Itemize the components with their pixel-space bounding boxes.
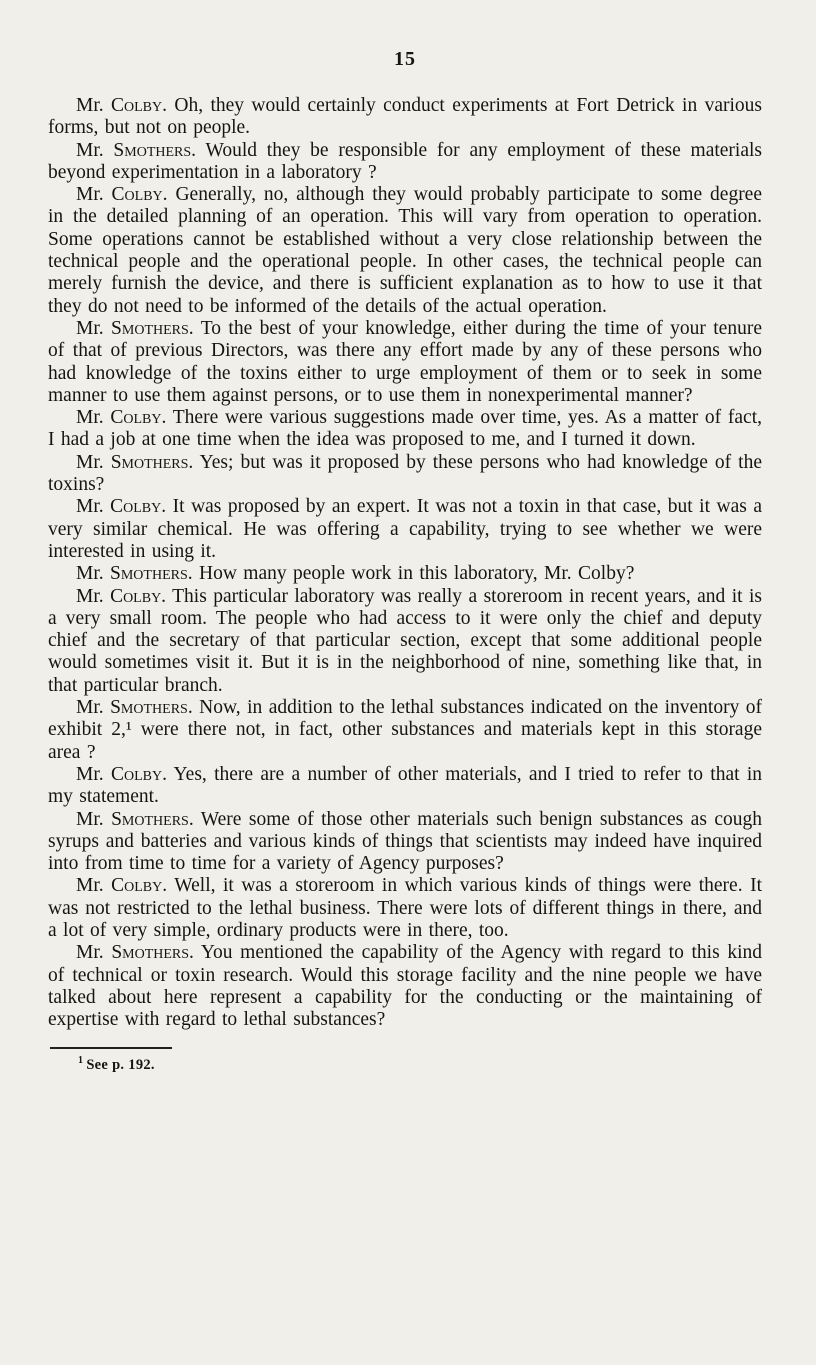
- footnote-marker: 1: [78, 1055, 84, 1067]
- transcript-paragraph: [48, 942, 762, 1031]
- speaker-name: Colby.: [111, 95, 168, 116]
- footnote-text: See p. 192.: [86, 1057, 155, 1074]
- speech-text: Yes, there are a number of other materials, and I tried to refer to that in my statement.: [48, 763, 763, 808]
- speaker-prefix: Mr.: [76, 763, 111, 785]
- speaker-name: Smothers.: [111, 317, 194, 339]
- speech-text: Were some of those other materials such benign substances as cough syrups and batteries and various kinds of things that scientists may indeed have inquired into from time to time for a variety of Agency purposes?: [48, 808, 762, 875]
- speaker-name: Smothers.: [110, 697, 193, 719]
- speaker-prefix: Mr.: [76, 95, 112, 116]
- speech-text: Yes; but was it proposed by these persons who had knowledge of the toxins?: [48, 451, 763, 496]
- transcript-paragraph: [48, 809, 762, 876]
- speaker-prefix: Mr.: [76, 407, 111, 429]
- speech-text: Now, in addition to the lethal substances indicated on the inventory of exhibit 2,¹ were there not, in fact, other substances and materials kept in this storage area ?: [48, 697, 762, 763]
- speech-text: To the best of your knowledge, either during the time of your tenure of that of previous Directors, was there any effort made by any of these persons who had knowledge of the toxins either to urge employment of them or to seek in some manner to use them against persons, or to use them in nonexperimental manner?: [48, 317, 762, 406]
- speaker-name: Smothers.: [110, 451, 194, 473]
- page-number: 15: [394, 48, 416, 70]
- transcript-paragraph: [48, 318, 762, 407]
- transcript-paragraph: [48, 140, 762, 185]
- footnote: [78, 1055, 762, 1074]
- speech-text: Would they be responsible for any employment of these materials beyond experimentation in a laboratory ?: [48, 139, 762, 183]
- speaker-prefix: Mr.: [76, 317, 112, 339]
- speaker-name: Colby.: [111, 184, 168, 206]
- transcript-paragraph: [48, 452, 762, 497]
- speaker-name: Colby.: [110, 496, 167, 518]
- speech-text: This particular laboratory was really a storeroom in recent years, and it is a very small room. The people who had access to it were only the chief and deputy chief and the secretary of that particular section, except that some additional people would sometimes visit it. But it is in the neighborhood of nine, something like that, in that particular branch.: [48, 585, 762, 696]
- transcript-paragraph: [48, 184, 762, 318]
- speech-text: It was proposed by an expert. It was not a toxin in that case, but it was a very similar chemical. He was offering a capability, trying to see whether we were interested in using it.: [48, 496, 762, 562]
- speech-text: Well, it was a storeroom in which various kinds of things were there. It was not restricted to the lethal business. There were lots of different things in there, and a lot of very simple, ordinary products were in there, too.: [48, 875, 762, 941]
- speaker-prefix: Mr.: [76, 585, 111, 607]
- transcript-paragraph: [48, 496, 762, 563]
- speaker-prefix: Mr.: [76, 184, 112, 206]
- speaker-name: Colby.: [110, 407, 167, 429]
- speaker-name: Colby.: [111, 875, 168, 897]
- speaker-prefix: Mr.: [76, 942, 112, 964]
- transcript-paragraph: [48, 95, 762, 140]
- speaker-prefix: Mr.: [76, 875, 112, 897]
- speaker-prefix: Mr.: [76, 808, 112, 830]
- speech-text: Oh, they would certainly conduct experiments at Fort Detrick in various forms, but not on people.: [48, 95, 762, 139]
- transcript-paragraph: [48, 563, 762, 585]
- speaker-name: Colby.: [110, 763, 167, 785]
- speech-text: Generally, no, although they would probably participate to some degree in the detailed planning of an operation. This will vary from operation to operation. Some operations cannot be established without a very close relationship between the technical people and the operational people. In other cases, the technical people can merely furnish the device, and there is sufficient explanation as to how to use it that they do not need to be informed of the details of the actual operation.: [48, 184, 762, 317]
- speaker-prefix: Mr.: [76, 563, 111, 585]
- speaker-name: Smothers.: [113, 139, 197, 161]
- transcript-paragraph: [48, 407, 762, 452]
- speaker-prefix: Mr.: [76, 697, 111, 719]
- footnote-divider: [50, 1047, 172, 1049]
- footnote-block: [48, 1047, 762, 1074]
- speaker-name: Smothers.: [110, 563, 193, 585]
- transcript-paragraph: [48, 875, 762, 942]
- transcript: [48, 95, 762, 1031]
- transcript-paragraph: [48, 586, 762, 697]
- speech-text: How many people work in this laboratory, Mr. Colby?: [192, 563, 635, 585]
- speaker-name: Smothers.: [111, 808, 194, 830]
- speaker-prefix: Mr.: [76, 451, 111, 473]
- speech-text: There were various suggestions made over time, yes. As a matter of fact, I had a job at one time when the idea was proposed to me, and I turned it down.: [48, 407, 762, 451]
- speaker-name: Colby.: [110, 585, 167, 607]
- speaker-prefix: Mr.: [76, 496, 111, 518]
- transcript-paragraph: [48, 697, 762, 764]
- transcript-paragraph: [48, 764, 762, 809]
- speaker-prefix: Mr.: [76, 139, 114, 161]
- speech-text: You mentioned the capability of the Agency with regard to this kind of technical or toxin research. Would this storage facility and the nine people we have talked about here represent a capability for the conducting or the maintaining of expertise with regard to lethal substances?: [48, 942, 762, 1031]
- speaker-name: Smothers.: [111, 942, 194, 964]
